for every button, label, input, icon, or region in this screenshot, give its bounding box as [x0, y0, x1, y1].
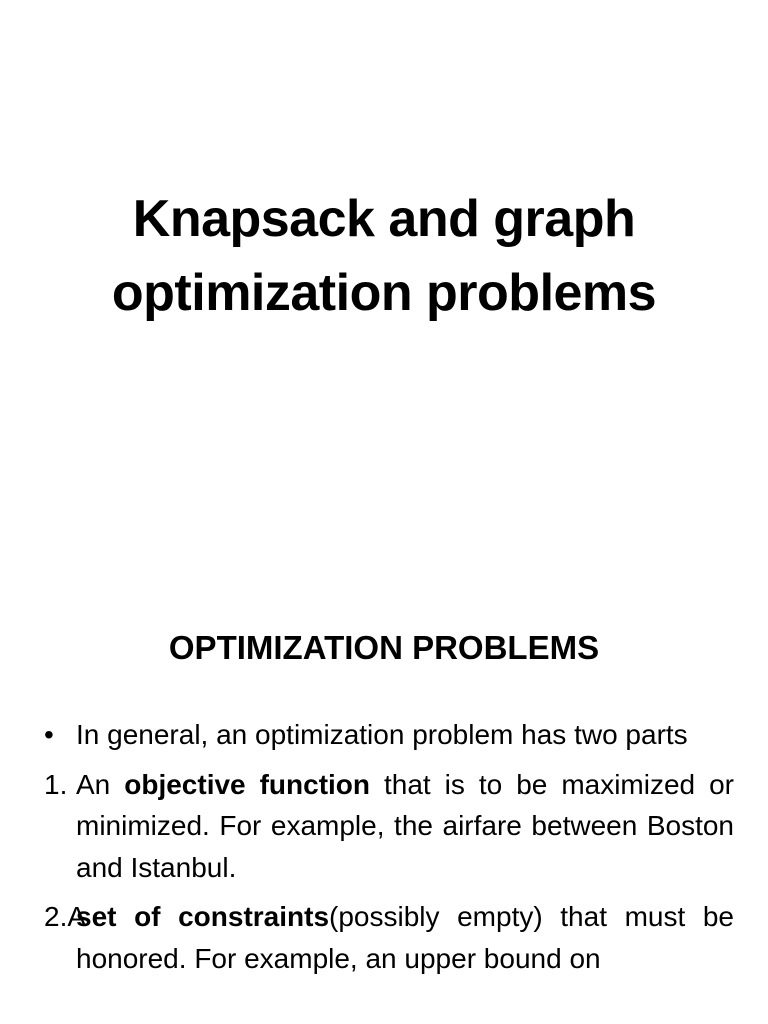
- item-2-post: (possibly empty) that must be honored. For example, an upper bound on: [76, 901, 734, 974]
- title-line-2: optimization problems: [111, 264, 657, 322]
- title-line-1: Knapsack and graph: [132, 190, 636, 248]
- item-1-term: objective function: [124, 768, 371, 800]
- slide-title: [0, 182, 768, 330]
- item-1-post: that is to be maximized or minimized. For example, the airfare between Boston and Istanbul.: [76, 768, 734, 883]
- item-1-pre: An: [76, 768, 125, 800]
- section-heading: OPTIMIZATION PROBLEMS: [168, 629, 600, 666]
- bullet-marker: •: [44, 719, 54, 750]
- item-2-marker: 2.A: [44, 901, 87, 932]
- bullet-text: In general, an optimization problem has two parts: [76, 719, 688, 750]
- numbered-item-2: [44, 896, 734, 979]
- item-2-term: set of constraints: [76, 901, 330, 932]
- slide-body: [44, 714, 734, 987]
- item-1-marker: 1.: [44, 768, 68, 800]
- numbered-item-1: [44, 764, 734, 889]
- bullet-item: [44, 714, 734, 756]
